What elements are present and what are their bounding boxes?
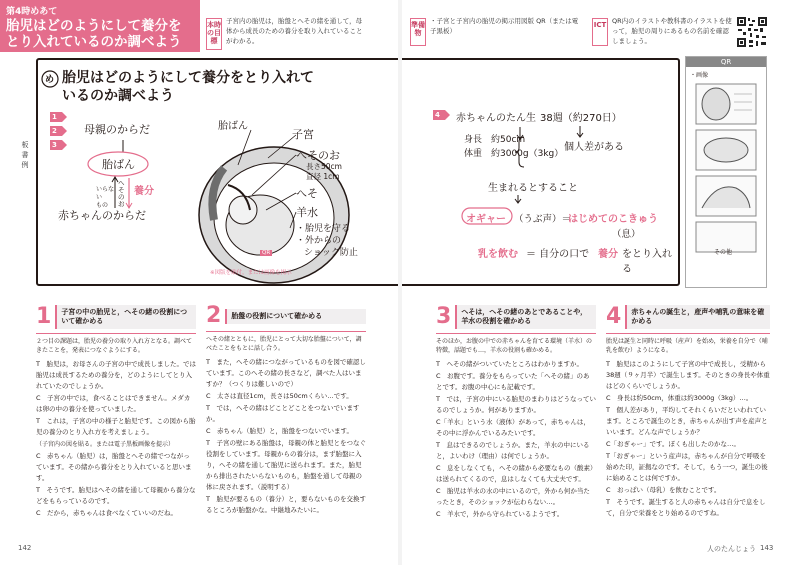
section-3-intro: そのほか，お腹の中での赤ちゃんを育てる環境（羊水）の特徴，話題でも…，羊水の役割も確かめる。: [436, 338, 593, 354]
ogya-label: オギャー: [466, 214, 506, 225]
unneeded-label: いらない もの: [96, 186, 115, 209]
nutrient-label: 養分: [134, 186, 154, 197]
section-1-intro: ２つ目の課題は，胎児の養分の取り入れ方となる。調べてきたことを，発表につなぐようにする。: [36, 338, 193, 354]
milk-end-label: をとり入れる: [622, 249, 672, 275]
section-2-heading: 胎盤の役割について確かめる: [225, 309, 366, 324]
qr-panel-header: QR: [686, 57, 766, 67]
section-1-line: T 胎児は，お母さんの子宮の中で成長しました。では胎児は成長するための養分を，どのようにしてとり入れていたのでしょうか。: [36, 360, 196, 390]
section-4-heading: 赤ちゃんの誕生と，産声や哺乳の意味を確かめる: [625, 305, 770, 329]
first-breath-label: はじめてのこきゅう: [568, 214, 658, 225]
section-1-line: （子宮内の図を貼る。または電子黒板画像を提示）: [36, 441, 175, 448]
milk-rest-label: ＝ 自分の口で: [526, 249, 590, 260]
section-4-line: T そうです。誕生すると人の赤ちゃんは自分で息をして，自分で栄養をとり始めるのですね。: [606, 498, 766, 517]
materials-tag: 準備物: [410, 18, 426, 46]
mother-body-label: 母親のからだ: [84, 123, 150, 136]
section-3-line: C お腹です。養分をもらっていた「へその緒」のあとです。お腹の中心にも記載です。: [436, 372, 590, 391]
birth-title: 赤ちゃんのたん生: [456, 113, 536, 124]
section-1-heading: 子宮の中の胎児と，へその緒の役割について確かめる: [55, 305, 196, 329]
board-title-line1: 胎児はどのようにして養分をとり入れて: [62, 70, 314, 86]
section-4-line: C おっぱい（母乳）を飲むことです。: [606, 486, 721, 494]
weight-value: 体重 約3000g（3kg）: [464, 149, 564, 159]
page-number-right: 143: [760, 544, 774, 552]
page-gutter: [398, 0, 402, 565]
baby-body-label: 赤ちゃんのからだ: [58, 209, 146, 222]
ict-tag: ICT: [592, 18, 608, 46]
section-3-line: T では，子宮の中にいる胎児のまわりはどうなっているのでしょうか。何がありますか。: [436, 395, 596, 414]
section-3-line: C 胎児は羊水の水の中にいるので，外から何か当たったとき，そのショックが伝わらない…。: [436, 487, 590, 506]
section-2-line: T 胎児が要るもの（養分）と，要らないものを交換するところが胎盤かな。中継地みたいに。: [206, 495, 366, 514]
board-title: [62, 69, 314, 105]
section-3: [436, 305, 596, 521]
milk-nutrient-label: 養分: [598, 249, 618, 260]
section-3-line: C「羊水」という水（液体）があって，赤ちゃんは，その中に浮かんでいるみたいです。: [436, 418, 590, 437]
section-2-line: C 赤ちゃん（胎児）と，胎盤をつないでいます。: [206, 427, 354, 435]
step-4: 4: [435, 111, 440, 119]
fig-navel-label: へそ: [296, 187, 318, 200]
section-4-line: C 身長は約50cm，体重は約3000g（3kg）…。: [606, 394, 753, 402]
objective-text: 子宮内の胎児は，胎盤とへその緒を通して，母体から成長のための養分を取り入れていることがわかる。: [226, 17, 363, 45]
fig-fluid-label: 羊水: [296, 206, 318, 219]
qr-panel: [685, 56, 767, 288]
individual-difference: 個人差がある: [564, 142, 624, 153]
section-3-line: C 羊水で，外から守られているようです。: [436, 510, 564, 518]
section-4: [606, 305, 770, 520]
section-3-number: 3: [436, 304, 452, 329]
fig-placenta-label: 胎ばん: [218, 121, 248, 132]
breath-kanji: （息）: [612, 229, 641, 240]
section-3-line: C 息をしなくても，へその緒から必要なもの（酸素）は送られてくるので，息はしなくても大丈夫です。: [436, 464, 594, 483]
step-3: 3: [52, 141, 57, 149]
section-1-number: 1: [36, 304, 52, 329]
fig-uterus-label: 子宮: [292, 128, 314, 141]
materials-text: ・子宮と子宮内の胎児の掲示用図版 QR（または電子黒板）: [430, 17, 579, 35]
running-header: 人のたんじょう: [707, 545, 756, 553]
fig-fluid-notes: ・胎児を守る ・外からの ショック防止: [296, 224, 358, 258]
fig-cord-length: 長さ50cm: [306, 162, 342, 171]
section-2-line: C 太さは直径1cm，長さは50cmくらい…です。: [206, 392, 353, 400]
section-1-line: C 赤ちゃん（胎児）は，胎盤とへその緒でつながっています。その緒から養分をとり入れていると思います。: [36, 452, 192, 482]
height-value: 身長 約50cm: [464, 135, 526, 145]
section-1: [36, 305, 196, 520]
step-2: 2: [52, 127, 57, 135]
lesson-header: [0, 0, 200, 52]
qr-item-images: ・画像: [690, 72, 709, 79]
section-4-line: C「おぎゃー」です。ぼくも出したのかな…。: [606, 440, 741, 448]
section-1-line: T これは，子宮の中の様子と胎児です。この図から胎児の養分のとり入れ方を考えましょう。: [36, 417, 196, 436]
section-2-line: T 子宮の壁にある胎盤は，母親の体と胎児とをつなぐ役割をしています。母親からの養分は，まず胎盤に入り，へその緒を通して胎児に送られます。また，胎児から排出されたいらないものも，胎盤を通して母親の体に戻されます。（説明する）: [206, 439, 366, 491]
qr-code-icon[interactable]: [736, 16, 768, 48]
board-example-label: 板書例: [21, 141, 29, 169]
qr-thumbnails-icon[interactable]: [686, 82, 766, 262]
objective-tag: 本時の目標: [206, 18, 222, 50]
section-4-line: T 胎児はこのようにして子宮の中で成長し，受精から38週（９ヶ月半）で誕生します。そのときの身長や体重はどのくらいでしょうか。: [606, 360, 770, 390]
section-4-line: T「おぎゃー」という産声は，赤ちゃんが自分で呼吸を始めた印，証拠なのです。そして，もう一つ，誕生の後に始めることは何ですか。: [606, 452, 768, 482]
section-2-intro: へその緒とともに，胎児にとって大切な胎盤について，調べたことをもとに話し合う。: [206, 336, 362, 352]
page-number-left: 142: [18, 544, 32, 552]
qr-item-other: その他: [714, 249, 733, 256]
fig-cord-label: へそのお: [296, 149, 340, 162]
lesson-title: 胎児はどのようにして養分をとり入れているのか調べよう: [6, 18, 182, 50]
drink-milk-label: 乳を飲む: [478, 249, 518, 260]
ict-text: QR内のイラストや教科書のイラストを使って，胎児の周りにあるもの名前を確認しましょう。: [612, 17, 732, 45]
board-panel: [36, 58, 680, 286]
section-3-line: T へその緒がついていたところはわかりますか。: [436, 360, 583, 368]
section-2: [206, 305, 366, 517]
section-4-number: 4: [606, 304, 622, 329]
after-birth-label: 生まれるとすること: [488, 183, 578, 194]
section-3-heading: へそは，へその緒のあとであることや，羊水の役割を確かめる: [455, 305, 596, 329]
fig-cord-diameter: 直径 1cm: [306, 172, 340, 181]
lesson-number: 第4時めあて: [6, 7, 58, 17]
section-1-line: C だから，赤ちゃんは食べなくていいのだね。: [36, 509, 178, 517]
fig-qr-mark[interactable]: QR: [262, 250, 271, 256]
fig-caption: ※図版を貼付，または画像を掲示: [210, 270, 292, 276]
section-1-line: T そうです。胎児はへその緒を通して母親から養分などをもらっているのです。: [36, 486, 196, 505]
step-1: 1: [52, 113, 57, 121]
placenta-box-label: 胎ばん: [102, 158, 135, 171]
section-2-number: 2: [206, 303, 222, 328]
section-2-line: T また，へその緒につながっているものを図で確認しています。このへその緒の長さなど，調べた人はいますか？（つくりは難しいので）: [206, 358, 366, 388]
ubugoe-label: （うぶ声）＝: [514, 214, 572, 225]
section-4-intro: 胎児は誕生と同時に呼吸（産声）を始め，栄養を自分で（哺乳を飲む）ようになる。: [606, 338, 768, 354]
section-4-line: T 個人差があり，平均してそれくらいだといわれています。ところで誕生のとき，赤ちゃんが出す声を産声といいます。どんな声でしょうか？: [606, 406, 768, 436]
section-2-line: T では，へその緒はどことどことをつないでいますか。: [206, 404, 360, 423]
section-1-line: C 子宮の中では，食べることはできません。メダカは卵の中の養分を使っていました。: [36, 394, 191, 413]
weeks-label: 38週（約270日）: [540, 113, 622, 124]
meate-badge: め: [45, 75, 55, 85]
board-title-line2: いるのか調べよう: [62, 88, 174, 104]
cord-label: へそのお: [118, 179, 125, 208]
section-3-line: T 息はできるのでしょうか。また，羊水の中にいると，よいわけ（理由）は何でしょうか。: [436, 441, 590, 460]
